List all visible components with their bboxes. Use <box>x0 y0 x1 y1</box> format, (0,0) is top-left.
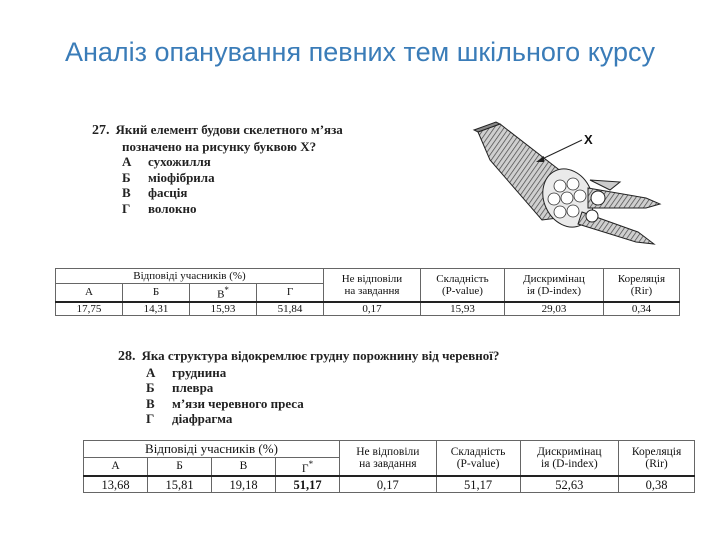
value-discrimination: 29,03 <box>505 302 604 316</box>
results-table-27 <box>55 268 680 316</box>
question-28 <box>118 348 588 427</box>
question-27 <box>92 122 422 216</box>
option-d: Г волокно <box>122 200 197 216</box>
label-x: X <box>584 132 593 147</box>
question-number: 27. <box>92 123 110 138</box>
answer-b-header: Б <box>148 458 212 476</box>
group-header: Відповіді учасників (%) <box>84 441 340 458</box>
value-correlation: 0,34 <box>603 302 679 316</box>
value-difficulty: 15,93 <box>420 302 504 316</box>
muscle-structure-illustration <box>470 120 675 260</box>
option-d: Г діафрагма <box>146 411 233 426</box>
header-correlation: Кореляція (Rir) <box>603 269 679 302</box>
answer-d-header: Г <box>257 284 324 302</box>
header-difficulty: Складність (P-value) <box>436 441 520 476</box>
value-correlation: 0,38 <box>619 476 695 493</box>
value-c: 15,93 <box>190 302 257 316</box>
header-difficulty: Складність (P-value) <box>420 269 504 302</box>
answer-c-header: В* <box>190 284 257 302</box>
header-discrimination: Дискримінац ія (D-index) <box>505 269 604 302</box>
header-discrimination: Дискримінац ія (D-index) <box>520 441 619 476</box>
page-title: Аналіз опанування певних тем шкільного курсу <box>64 37 656 67</box>
table-values-row <box>56 302 680 316</box>
question-text: 27. Який елемент будови скелетного м’яза <box>92 122 343 138</box>
option-c: В фасція <box>122 185 188 200</box>
correct-mark: * <box>224 285 229 295</box>
value-d: 51,84 <box>257 302 324 316</box>
value-noanswer: 0,17 <box>324 302 421 316</box>
answer-a-header: А <box>84 458 148 476</box>
value-a: 13,68 <box>84 476 148 493</box>
header-noanswer: Не відповіли на завдання <box>340 441 437 476</box>
option-a: А груднина <box>146 364 227 380</box>
answer-b-header: Б <box>123 284 190 302</box>
question-text-line2: позначено на рисунку буквою X? <box>122 138 317 154</box>
value-d: 51,17 <box>276 476 340 493</box>
option-a: А сухожилля <box>122 154 211 169</box>
answer-a-header: А <box>56 284 123 302</box>
table-header-row <box>84 441 695 458</box>
table-header-row <box>56 269 680 284</box>
option-b: Б плевра <box>146 380 214 395</box>
header-correlation: Кореляція (Rir) <box>619 441 695 476</box>
option-c: В м’язи черевного преса <box>146 395 304 411</box>
results-table-28 <box>83 440 695 493</box>
answer-d-header: Г* <box>276 458 340 476</box>
value-noanswer: 0,17 <box>340 476 437 493</box>
group-header: Відповіді учасників (%) <box>56 269 324 284</box>
answer-c-header: В <box>212 458 276 476</box>
value-b: 15,81 <box>148 476 212 493</box>
header-noanswer: Не відповіли на завдання <box>324 269 421 302</box>
value-difficulty: 51,17 <box>436 476 520 493</box>
question-text: 28. Яка структура відокремлює грудну порожнину від черевної? <box>118 348 500 364</box>
value-c: 19,18 <box>212 476 276 493</box>
value-a: 17,75 <box>56 302 123 316</box>
question-number: 28. <box>118 349 136 364</box>
value-b: 14,31 <box>123 302 190 316</box>
table-values-row <box>84 476 695 493</box>
correct-mark: * <box>308 459 314 469</box>
value-discrimination: 52,63 <box>520 476 619 493</box>
option-b: Б міофібрила <box>122 169 215 185</box>
